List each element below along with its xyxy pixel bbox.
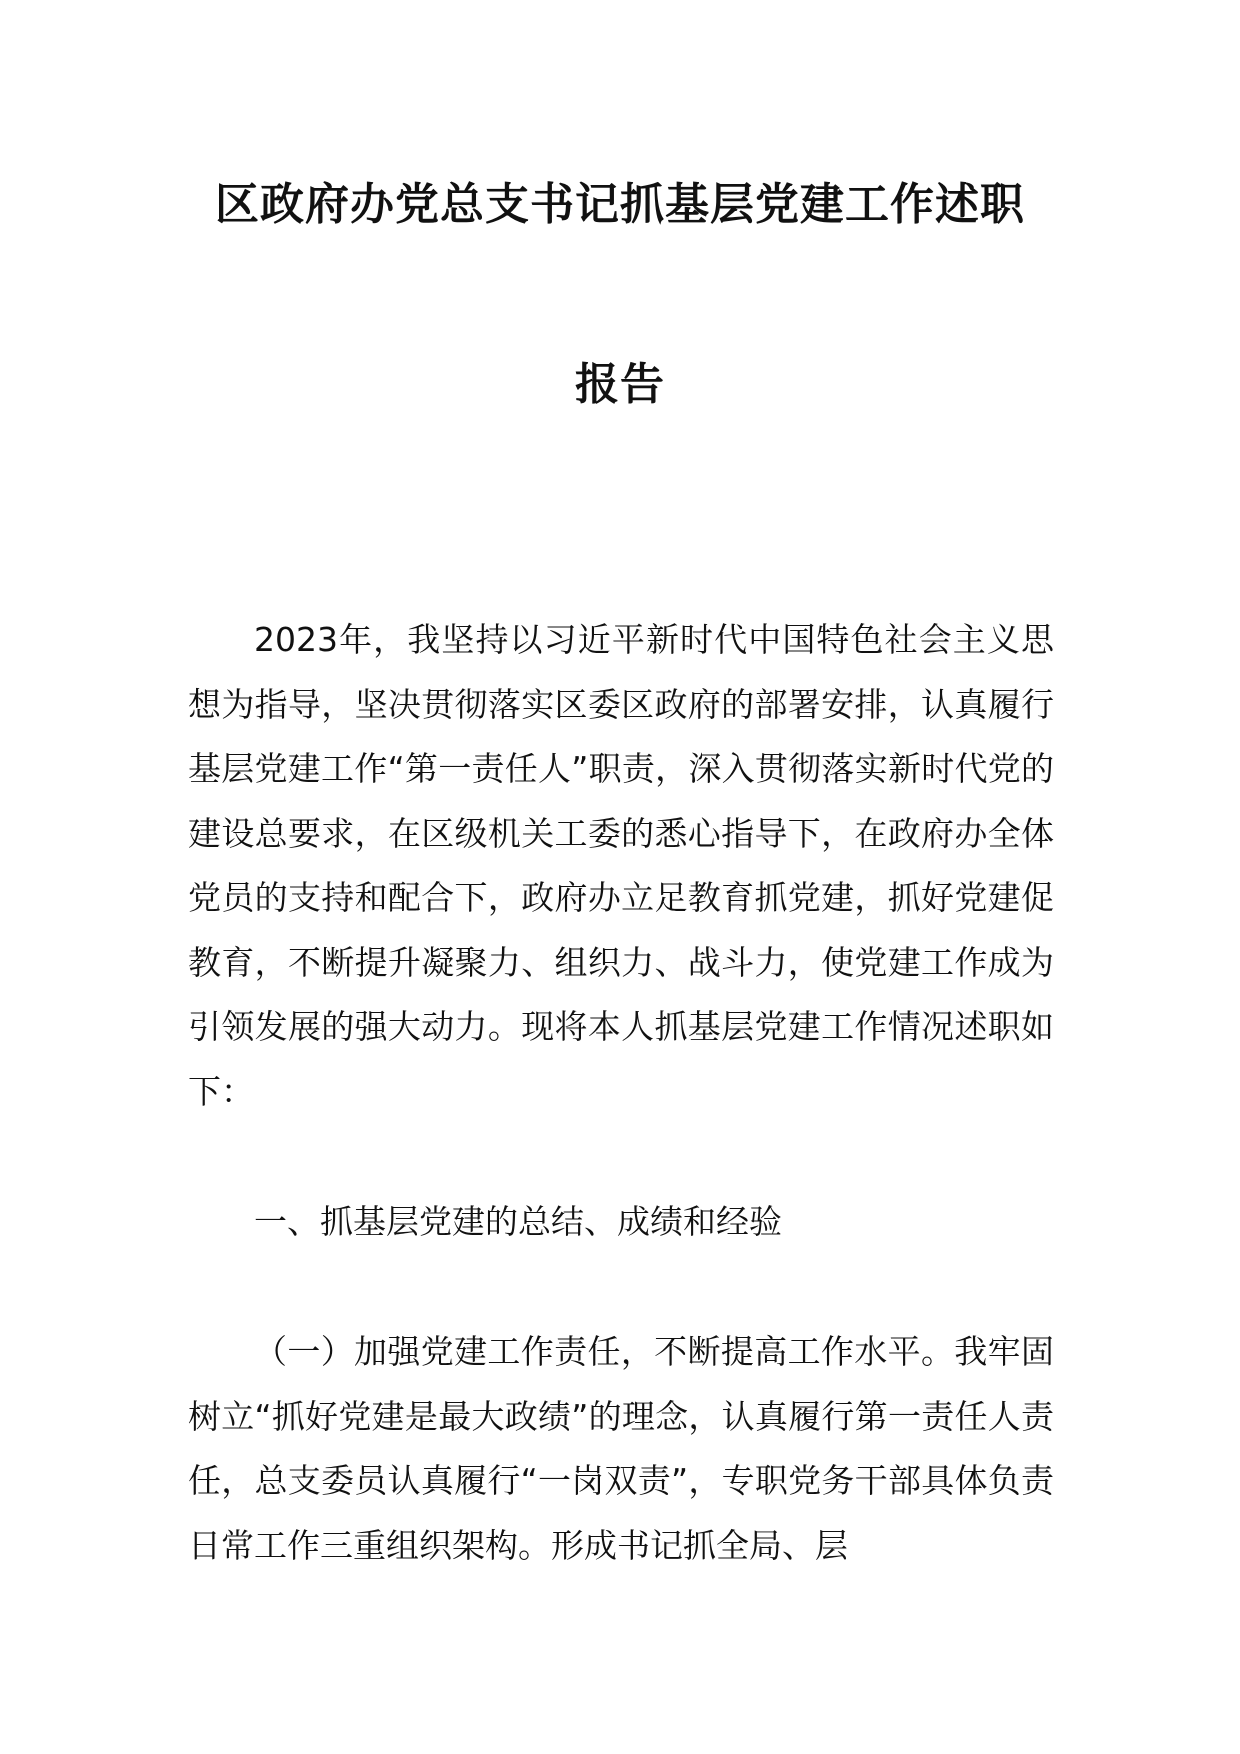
intro-paragraph: 2023年，我坚持以习近平新时代中国特色社会主义思想为指导，坚决贯彻落实区委区政府的部署安排，认真履行基层党建工作“第一责任人”职责，深入贯彻落实新时代党的建设总要求，在区级机关工委的悉心指导下，在政府办全体党员的支持和配合下，政府办立足教育抓党建，抓好党建促教育，不断提升凝聚力、组织力、战斗力，使党建工作成为引领发展的强大动力。现将本人抓基层党建工作情况述职如下：: [188, 620, 1054, 1111]
document-title-line-2: 报告: [575, 359, 665, 410]
section-heading: 一、抓基层党建的总结、成绩和经验: [254, 1202, 782, 1241]
subsection-paragraph: （一）加强党建工作责任，不断提高工作水平。我牢固树立“抓好党建是最大政绩”的理念，认真履行第一责任人责任，总支委员认真履行“一岗双责”，专职党务干部具体负责日常工作三重组织架构。形成书记抓全局、层: [188, 1332, 1054, 1565]
document-title-line-1: 区政府办党总支书记抓基层党建工作述职: [215, 179, 1025, 230]
